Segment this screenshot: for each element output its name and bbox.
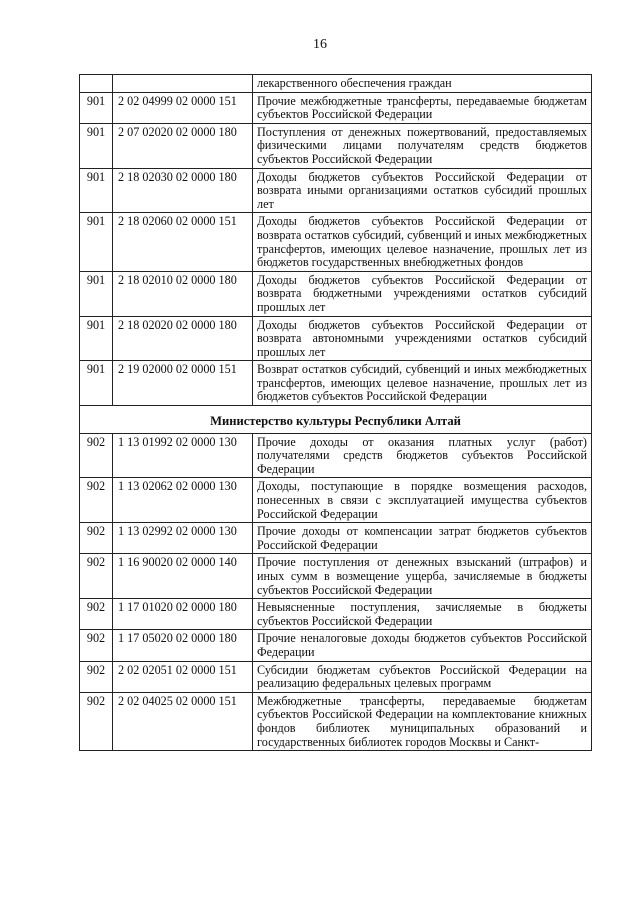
admin-code-cell: 902 (80, 478, 113, 523)
table-row (80, 554, 592, 599)
admin-code-cell: 902 (80, 599, 113, 630)
kbk-cell: 2 02 02051 02 0000 151 (113, 661, 253, 692)
kbk-cell: 1 13 01992 02 0000 130 (113, 433, 253, 478)
kbk-cell: 2 07 02020 02 0000 180 (113, 123, 253, 168)
table-row (80, 168, 592, 213)
kbk-cell: 2 18 02030 02 0000 180 (113, 168, 253, 213)
kbk-cell: 1 17 05020 02 0000 180 (113, 630, 253, 661)
table-row (80, 523, 592, 554)
description-cell: Прочие доходы от оказания платных услуг (работ) получателями средств бюджетов субъектов Российской Федерации (253, 433, 592, 478)
admin-code-cell: 901 (80, 123, 113, 168)
admin-code-cell: 901 (80, 361, 113, 406)
description-cell: Доходы бюджетов субъектов Российской Федерации от возврата автономными учреждениями остатков субсидий прошлых лет (253, 316, 592, 361)
admin-code-cell: 901 (80, 316, 113, 361)
description-cell: Доходы бюджетов субъектов Российской Федерации от возврата иными организациями остатков субсидий прошлых лет (253, 168, 592, 213)
admin-code-cell: 902 (80, 554, 113, 599)
table-row (80, 630, 592, 661)
table-row (80, 92, 592, 123)
section-header-row (80, 406, 592, 434)
table-row (80, 213, 592, 271)
description-cell: Поступления от денежных пожертвований, предоставляемых физическими лицами получателям средств бюджетов субъектов Российской Федерации (253, 123, 592, 168)
admin-code-cell: 902 (80, 661, 113, 692)
description-cell: Прочие неналоговые доходы бюджетов субъектов Российской Федерации (253, 630, 592, 661)
kbk-cell: 1 17 01020 02 0000 180 (113, 599, 253, 630)
admin-code-cell: 901 (80, 92, 113, 123)
revenue-codes-table (79, 74, 592, 751)
kbk-cell: 2 02 04025 02 0000 151 (113, 692, 253, 750)
table-row (80, 692, 592, 750)
table-row (80, 599, 592, 630)
admin-code-cell: 902 (80, 433, 113, 478)
table-row (80, 361, 592, 406)
table-row (80, 433, 592, 478)
kbk-cell: 1 13 02062 02 0000 130 (113, 478, 253, 523)
description-cell: Доходы бюджетов субъектов Российской Федерации от возврата бюджетными учреждениями остатков субсидий прошлых лет (253, 271, 592, 316)
description-cell: Доходы бюджетов субъектов Российской Федерации от возврата остатков субсидий, субвенций и иных межбюджетных трансфертов, имеющих целевое назначение, прошлых лет из бюджетов государственных внебюджетных фондов (253, 213, 592, 271)
kbk-cell: 1 16 90020 02 0000 140 (113, 554, 253, 599)
description-cell: лекарственного обеспечения граждан (253, 75, 592, 93)
admin-code-cell: 901 (80, 213, 113, 271)
table-row (80, 75, 592, 93)
table-row (80, 316, 592, 361)
kbk-cell (113, 75, 253, 93)
kbk-cell: 1 13 02992 02 0000 130 (113, 523, 253, 554)
admin-code-cell: 902 (80, 523, 113, 554)
kbk-cell: 2 18 02010 02 0000 180 (113, 271, 253, 316)
table-row (80, 478, 592, 523)
admin-code-cell (80, 75, 113, 93)
description-cell: Прочие межбюджетные трансферты, передаваемые бюджетам субъектов Российской Федерации (253, 92, 592, 123)
kbk-cell: 2 18 02020 02 0000 180 (113, 316, 253, 361)
section-title: Министерство культуры Республики Алтай (80, 406, 592, 434)
admin-code-cell: 901 (80, 168, 113, 213)
admin-code-cell: 901 (80, 271, 113, 316)
page-number: 16 (313, 37, 327, 52)
kbk-cell: 2 02 04999 02 0000 151 (113, 92, 253, 123)
admin-code-cell: 902 (80, 692, 113, 750)
description-cell: Межбюджетные трансферты, передаваемые бюджетам субъектов Российской Федерации на комплектование книжных фондов библиотек муниципальных образований и государственных библиотек городов Москвы и Санкт- (253, 692, 592, 750)
description-cell: Невыясненные поступления, зачисляемые в бюджеты субъектов Российской Федерации (253, 599, 592, 630)
kbk-cell: 2 18 02060 02 0000 151 (113, 213, 253, 271)
description-cell: Доходы, поступающие в порядке возмещения расходов, понесенных в связи с эксплуатацией имущества субъектов Российской Федерации (253, 478, 592, 523)
description-cell: Субсидии бюджетам субъектов Российской Федерации на реализацию федеральных целевых программ (253, 661, 592, 692)
kbk-cell: 2 19 02000 02 0000 151 (113, 361, 253, 406)
description-cell: Возврат остатков субсидий, субвенций и иных межбюджетных трансфертов, имеющих целевое назначение, прошлых лет из бюджетов субъектов Российской Федерации (253, 361, 592, 406)
table-row (80, 271, 592, 316)
table-row (80, 661, 592, 692)
description-cell: Прочие поступления от денежных взысканий (штрафов) и иных сумм в возмещение ущерба, зачисляемые в бюджеты субъектов Российской Федерации (253, 554, 592, 599)
description-cell: Прочие доходы от компенсации затрат бюджетов субъектов Российской Федерации (253, 523, 592, 554)
table-row (80, 123, 592, 168)
admin-code-cell: 902 (80, 630, 113, 661)
